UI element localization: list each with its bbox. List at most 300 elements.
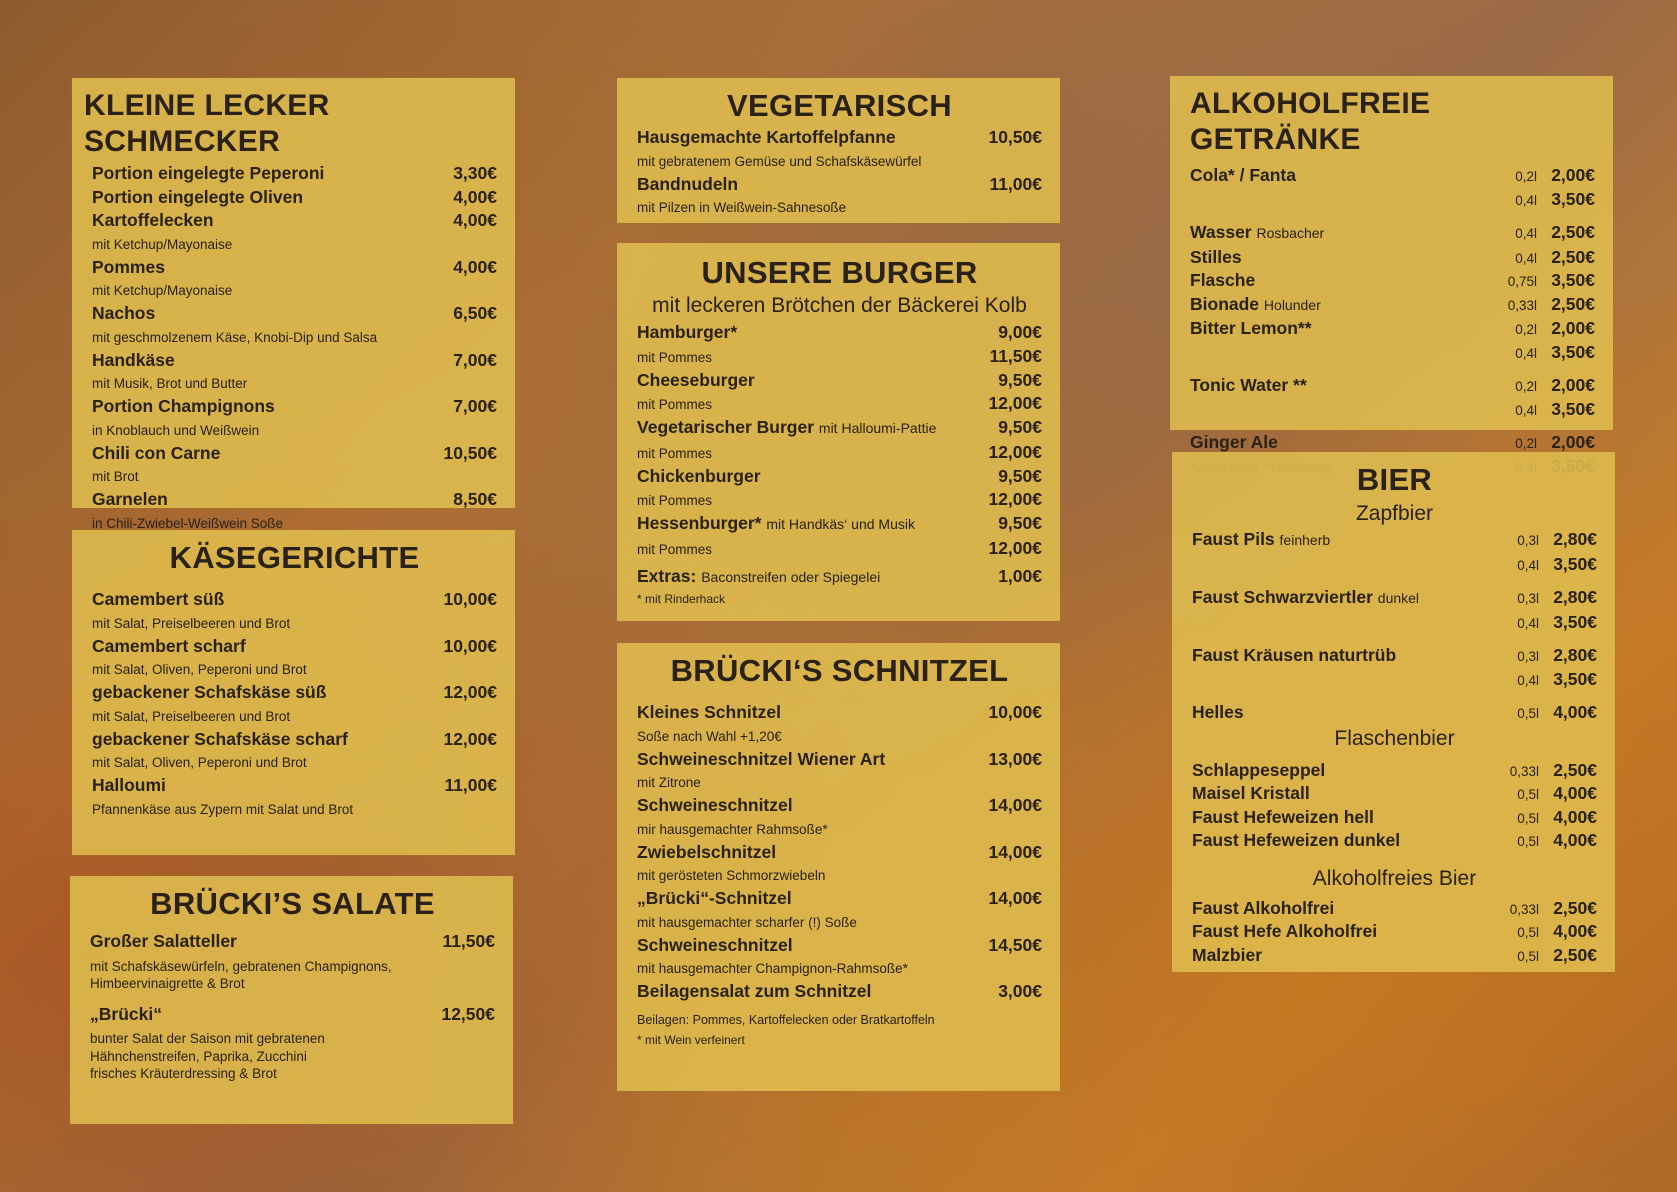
item-price: 4,00€ bbox=[453, 256, 497, 277]
zapfbier-items bbox=[1192, 528, 1597, 725]
menu-item bbox=[637, 841, 1042, 865]
drink-row bbox=[1192, 897, 1597, 921]
menu-item bbox=[92, 728, 497, 752]
item-description-line: mit Schafskäsewürfeln, gebratenen Champignons, bbox=[90, 958, 392, 974]
item-price: 10,00€ bbox=[443, 635, 497, 656]
extras-desc: Baconstreifen oder Spiegelei bbox=[701, 568, 881, 585]
drink-price: 2,00€ bbox=[1551, 165, 1595, 185]
section-title: UNSERE BURGER bbox=[701, 255, 978, 290]
burger-item bbox=[637, 369, 1042, 393]
drink-name: Flasche bbox=[1190, 270, 1256, 290]
drink-volume: 0,33l bbox=[1507, 297, 1537, 313]
item-price: 3,00€ bbox=[998, 981, 1042, 1001]
item-description-line: Himbeervinaigrette & Brot bbox=[90, 976, 245, 991]
drinks-items bbox=[1190, 164, 1595, 455]
drink-name-cell bbox=[1190, 221, 1483, 246]
drink-extra: dunkel bbox=[1377, 590, 1420, 606]
item-description: in Chili-Zwiebel-Weißwein Soße bbox=[92, 515, 284, 531]
drink-volume: 0,4l bbox=[1517, 672, 1539, 688]
drink-row bbox=[1190, 398, 1595, 422]
drink-name: Faust Kräusen naturtrüb bbox=[1192, 645, 1397, 665]
item-price: 14,00€ bbox=[988, 841, 1042, 862]
drink-name-cell bbox=[1190, 398, 1483, 422]
item-price: 10,50€ bbox=[443, 442, 497, 463]
drink-row bbox=[1190, 293, 1595, 318]
section-title: ALKOHOLFREIE GETRÄNKE bbox=[1190, 87, 1431, 156]
burger-name-cell bbox=[637, 321, 972, 345]
drink-name-cell bbox=[1192, 553, 1485, 577]
drink-price: 4,00€ bbox=[1553, 921, 1597, 941]
drink-name: Faust Pils bbox=[1192, 529, 1275, 549]
menu-item bbox=[92, 774, 497, 798]
menu-item bbox=[92, 681, 497, 705]
drink-price: 4,00€ bbox=[1553, 702, 1597, 722]
item-name: Großer Salatteller bbox=[90, 931, 237, 951]
kaese-items bbox=[92, 588, 497, 821]
drink-price: 3,50€ bbox=[1551, 398, 1595, 419]
item-price: 14,00€ bbox=[988, 795, 1042, 815]
drink-row bbox=[1190, 269, 1595, 293]
drink-price: 2,50€ bbox=[1551, 293, 1595, 314]
extras-row bbox=[637, 565, 1042, 590]
drink-row bbox=[1190, 317, 1595, 341]
menu-item bbox=[637, 173, 1042, 197]
burger-sub-price: 11,50€ bbox=[989, 345, 1042, 366]
burger-sub-price: 12,00€ bbox=[988, 441, 1042, 462]
burger-sub-label: mit Pommes bbox=[637, 349, 713, 365]
drink-volume: 0,4l bbox=[1517, 557, 1539, 573]
burger-sub-label: mit Pommes bbox=[637, 493, 713, 508]
drink-name: Wasser bbox=[1190, 222, 1252, 242]
drink-name-cell bbox=[1192, 644, 1485, 668]
burger-price: 9,00€ bbox=[998, 322, 1042, 342]
burger-name-cell bbox=[637, 465, 972, 489]
burger-item bbox=[637, 512, 1042, 537]
drink-name-cell bbox=[1190, 188, 1483, 212]
burger-items bbox=[637, 321, 1042, 561]
item-price: 11,50€ bbox=[442, 931, 495, 951]
menu-item bbox=[92, 256, 497, 280]
drink-price: 3,50€ bbox=[1551, 341, 1595, 362]
item-price: 7,00€ bbox=[453, 349, 497, 370]
burger-name-cell bbox=[637, 512, 972, 537]
burger-name: Chickenburger bbox=[637, 465, 761, 486]
menu-item bbox=[92, 488, 497, 512]
item-price: 10,00€ bbox=[988, 702, 1042, 722]
drink-name: Ginger Ale bbox=[1190, 432, 1278, 452]
item-name: Handkäse bbox=[92, 349, 175, 370]
item-description: mit hausgemachter scharfer (!) Soße bbox=[637, 914, 857, 930]
menu-item bbox=[92, 209, 497, 233]
drink-row bbox=[1192, 644, 1597, 668]
drink-volume: 0,2l bbox=[1515, 436, 1537, 451]
drink-row bbox=[1190, 341, 1595, 365]
drink-volume: 0,33l bbox=[1509, 901, 1539, 917]
burger-with-pommes bbox=[637, 345, 1042, 369]
item-price: 11,00€ bbox=[989, 173, 1042, 194]
drink-name-cell bbox=[1190, 246, 1483, 270]
item-description: mit geschmolzenem Käse, Knobi-Dip und Salsa bbox=[92, 329, 378, 345]
drink-volume: 0,5l bbox=[1517, 834, 1539, 849]
item-description: mit hausgemachter Champignon-Rahmsoße* bbox=[637, 961, 908, 976]
drink-name-cell bbox=[1192, 668, 1485, 692]
panel-kaesegerichte bbox=[72, 530, 515, 855]
burger-with-pommes bbox=[637, 441, 1042, 465]
drink-row bbox=[1190, 374, 1595, 398]
drink-volume: 0,5l bbox=[1517, 948, 1539, 964]
item-name: Halloumi bbox=[92, 775, 166, 795]
drink-row bbox=[1192, 553, 1597, 577]
burger-name: Cheeseburger bbox=[637, 369, 755, 390]
item-description-line: bunter Salat der Saison mit gebratenen bbox=[90, 1031, 325, 1046]
drink-row bbox=[1192, 759, 1597, 783]
drink-name-cell bbox=[1190, 269, 1483, 293]
drink-name-cell bbox=[1190, 317, 1483, 341]
item-description-line: frisches Kräuterdressing & Brot bbox=[90, 1066, 277, 1081]
drink-volume: 0,5l bbox=[1517, 810, 1539, 826]
item-price: 13,00€ bbox=[988, 748, 1042, 769]
panel-burger bbox=[617, 243, 1060, 621]
drink-name-cell bbox=[1192, 806, 1485, 830]
drink-name-cell bbox=[1190, 374, 1483, 398]
drink-name: Bitter Lemon** bbox=[1190, 318, 1312, 338]
drink-volume: 0,4l bbox=[1515, 402, 1537, 418]
item-name: Camembert süß bbox=[92, 589, 225, 609]
flaschenbier-items bbox=[1192, 759, 1597, 853]
item-price: 12,00€ bbox=[443, 682, 497, 702]
menu-item bbox=[637, 126, 1042, 150]
item-name: Schweineschnitzel bbox=[637, 795, 793, 815]
burger-name: Vegetarischer Burger bbox=[637, 417, 815, 437]
drink-name-cell bbox=[1192, 920, 1485, 944]
item-description-line: Hähnchenstreifen, Paprika, Zucchini bbox=[90, 1048, 307, 1064]
menu-item bbox=[92, 162, 497, 186]
burger-price: 9,50€ bbox=[998, 465, 1042, 486]
drink-name-cell bbox=[1192, 759, 1485, 783]
item-description: in Knoblauch und Weißwein bbox=[92, 422, 260, 438]
drink-price: 2,50€ bbox=[1553, 944, 1597, 965]
item-name: Hausgemachte Kartoffelpfanne bbox=[637, 127, 896, 147]
drink-row bbox=[1192, 829, 1597, 853]
section-title: KÄSEGERICHTE bbox=[169, 540, 420, 575]
burger-price: 9,50€ bbox=[998, 369, 1042, 390]
item-price: 10,00€ bbox=[443, 589, 497, 609]
drink-row bbox=[1192, 920, 1597, 944]
section-title: KLEINE LECKER SCHMECKER bbox=[84, 89, 330, 158]
burger-sub-label: mit Pommes bbox=[637, 397, 713, 412]
drink-name-cell bbox=[1190, 341, 1483, 365]
burger-name: Hessenburger* bbox=[637, 513, 762, 533]
item-name: Bandnudeln bbox=[637, 173, 739, 194]
panel-salate bbox=[70, 876, 513, 1124]
burger-name: Hamburger* bbox=[637, 322, 738, 342]
menu-item bbox=[92, 395, 497, 419]
extras-label: Extras: bbox=[637, 565, 697, 586]
flaschenbier-label: Flaschenbier bbox=[1334, 726, 1455, 750]
item-price: 12,50€ bbox=[441, 1003, 495, 1024]
drink-price: 2,80€ bbox=[1553, 529, 1597, 549]
burger-sub-label: mit Pommes bbox=[637, 445, 713, 461]
item-price: 7,00€ bbox=[453, 396, 497, 416]
beilagen-line bbox=[637, 1010, 1042, 1030]
drink-price: 3,50€ bbox=[1553, 553, 1597, 574]
spacer bbox=[1192, 691, 1597, 701]
item-name: Pommes bbox=[92, 256, 165, 277]
drink-name: Faust Hefeweizen hell bbox=[1192, 806, 1374, 827]
burger-sub-price: 12,00€ bbox=[988, 489, 1042, 509]
item-name: Garnelen bbox=[92, 489, 168, 509]
item-price: 3,30€ bbox=[453, 163, 497, 183]
drink-price: 2,50€ bbox=[1553, 759, 1597, 780]
salate-items bbox=[90, 930, 495, 1083]
menu-item bbox=[637, 748, 1042, 772]
drink-name: Cola* / Fanta bbox=[1190, 165, 1296, 185]
drink-price: 2,00€ bbox=[1551, 375, 1595, 395]
drink-volume: 0,4l bbox=[1517, 615, 1539, 631]
burger-with-pommes bbox=[637, 488, 1042, 512]
drink-row bbox=[1192, 668, 1597, 692]
drink-price: 4,00€ bbox=[1553, 783, 1597, 803]
item-price: 12,00€ bbox=[443, 728, 497, 749]
drink-name: Malzbier bbox=[1192, 944, 1263, 965]
extras-price: 1,00€ bbox=[998, 565, 1042, 586]
menu-item bbox=[92, 635, 497, 659]
drink-price: 3,50€ bbox=[1553, 668, 1597, 689]
burger-extra: mit Halloumi-Pattie bbox=[818, 420, 937, 436]
item-price: 11,00€ bbox=[444, 775, 497, 795]
burger-price: 9,50€ bbox=[998, 513, 1042, 533]
drink-row bbox=[1190, 246, 1595, 270]
drink-row bbox=[1192, 528, 1597, 553]
burger-with-pommes bbox=[637, 392, 1042, 416]
drink-name: Stilles bbox=[1190, 246, 1242, 267]
alkoholfreies-bier-label: Alkoholfreies Bier bbox=[1312, 866, 1477, 890]
schnitzel-items bbox=[637, 701, 1042, 1004]
drink-price: 2,80€ bbox=[1553, 645, 1597, 665]
drink-price: 2,50€ bbox=[1551, 222, 1595, 242]
item-description: mit Pilzen in Weißwein-Sahnesoße bbox=[637, 200, 847, 215]
zapfbier-label: Zapfbier bbox=[1355, 502, 1434, 525]
drink-extra: feinherb bbox=[1279, 532, 1331, 548]
menu-item bbox=[92, 442, 497, 466]
drink-row bbox=[1192, 806, 1597, 830]
drink-price: 3,50€ bbox=[1551, 270, 1595, 290]
menu-item bbox=[92, 588, 497, 612]
panel-alkoholfreie-getraenke bbox=[1170, 76, 1613, 452]
drink-price: 2,00€ bbox=[1551, 432, 1595, 452]
item-description: mit gerösteten Schmorzwiebeln bbox=[637, 868, 826, 883]
drink-volume: 0,4l bbox=[1515, 345, 1537, 361]
spacer bbox=[1190, 364, 1595, 374]
item-name: Schweineschnitzel bbox=[637, 934, 793, 955]
drink-row bbox=[1192, 944, 1597, 968]
section-title: BRÜCKI’S SALATE bbox=[150, 886, 435, 921]
drink-name-cell bbox=[1192, 829, 1485, 853]
item-description bbox=[90, 958, 495, 993]
drink-price: 2,00€ bbox=[1551, 318, 1595, 338]
item-description bbox=[90, 1030, 495, 1083]
drink-row bbox=[1192, 782, 1597, 806]
drink-volume: 0,75l bbox=[1507, 274, 1537, 289]
spacer bbox=[1192, 634, 1597, 644]
drink-name-cell bbox=[1192, 701, 1485, 725]
beilagen-desc: Pommes, Kartoffelecken oder Bratkartoffeln bbox=[692, 1012, 935, 1027]
drink-volume: 0,2l bbox=[1515, 379, 1537, 394]
drink-name-cell bbox=[1192, 528, 1485, 553]
item-name: Portion Champignons bbox=[92, 396, 275, 416]
spacer bbox=[1190, 211, 1595, 221]
item-description: mit Salat, Oliven, Peperoni und Brot bbox=[92, 662, 307, 677]
item-price: 8,50€ bbox=[453, 489, 497, 509]
item-name: Zwiebelschnitzel bbox=[637, 841, 777, 862]
vegetarisch-items bbox=[637, 126, 1042, 219]
burger-sub-label: mit Pommes bbox=[637, 541, 713, 557]
burger-extra: mit Handkäs‘ und Musik bbox=[766, 516, 915, 532]
drink-volume: 0,5l bbox=[1517, 925, 1539, 940]
drink-name: Schlappeseppel bbox=[1192, 759, 1326, 780]
item-description: mit Ketchup/Mayonaise bbox=[92, 236, 233, 252]
drink-name-cell bbox=[1190, 164, 1483, 188]
kleine-items bbox=[92, 162, 497, 535]
burger-item bbox=[637, 416, 1042, 441]
alkoholfreies-bier-items bbox=[1192, 897, 1597, 968]
drink-price: 4,00€ bbox=[1553, 830, 1597, 850]
item-description: mit Brot bbox=[92, 469, 139, 484]
item-name: gebackener Schafskäse scharf bbox=[92, 728, 348, 749]
drink-name: Faust Alkoholfrei bbox=[1192, 897, 1335, 918]
item-price: 14,50€ bbox=[988, 934, 1042, 955]
drink-price: 2,80€ bbox=[1553, 587, 1597, 607]
menu-item bbox=[637, 980, 1042, 1004]
item-name: Kartoffelecken bbox=[92, 210, 214, 230]
drink-row bbox=[1192, 586, 1597, 611]
item-description: Soße nach Wahl +1,20€ bbox=[637, 728, 782, 744]
item-name: „Brücki“ bbox=[90, 1003, 162, 1024]
item-name: Beilagensalat zum Schnitzel bbox=[637, 981, 872, 1001]
spacer bbox=[1192, 576, 1597, 586]
drink-price: 2,50€ bbox=[1551, 246, 1595, 267]
drink-row bbox=[1190, 221, 1595, 246]
panel-schnitzel bbox=[617, 643, 1060, 1091]
item-name: Nachos bbox=[92, 303, 156, 323]
burger-item bbox=[637, 321, 1042, 345]
menu-item bbox=[637, 794, 1042, 818]
item-description: mit Zitrone bbox=[637, 775, 701, 790]
item-name: Kleines Schnitzel bbox=[637, 702, 781, 722]
item-description: Pfannenkäse aus Zypern mit Salat und Brot bbox=[92, 801, 354, 817]
section-subtitle: mit leckeren Brötchen der Bäckerei Kolb bbox=[652, 294, 1027, 317]
drink-price: 2,50€ bbox=[1553, 897, 1597, 918]
drink-name-cell bbox=[1192, 782, 1485, 806]
item-price: 4,00€ bbox=[453, 210, 497, 230]
menu-item bbox=[637, 701, 1042, 725]
item-price: 10,50€ bbox=[988, 127, 1042, 147]
drink-volume: 0,2l bbox=[1515, 169, 1537, 184]
item-name: Portion eingelegte Oliven bbox=[92, 186, 304, 207]
drink-name-cell bbox=[1192, 586, 1485, 611]
drink-volume: 0,5l bbox=[1517, 706, 1539, 721]
drink-name-cell bbox=[1190, 293, 1483, 318]
item-name: Schweineschnitzel Wiener Art bbox=[637, 748, 886, 769]
drink-name-cell bbox=[1192, 944, 1485, 968]
drink-volume: 0,3l bbox=[1517, 649, 1539, 664]
drink-extra: Holunder bbox=[1263, 296, 1321, 313]
menu-item bbox=[92, 349, 497, 373]
spacer bbox=[1190, 421, 1595, 431]
drink-row bbox=[1192, 611, 1597, 635]
item-description: mir hausgemachter Rahmsoße* bbox=[637, 821, 828, 837]
drink-name: Faust Hefe Alkoholfrei bbox=[1192, 921, 1378, 941]
burger-with-pommes bbox=[637, 537, 1042, 561]
menu-item bbox=[637, 887, 1042, 911]
panel-vegetarisch bbox=[617, 78, 1060, 223]
item-description: mit Salat, Preiselbeeren und Brot bbox=[92, 615, 291, 631]
item-price: 14,00€ bbox=[988, 888, 1042, 908]
drink-row bbox=[1190, 164, 1595, 188]
drink-volume: 0,4l bbox=[1515, 192, 1537, 208]
item-description: mit Ketchup/Mayonaise bbox=[92, 283, 233, 298]
burger-note: * mit Rinderhack bbox=[637, 592, 726, 606]
drink-name: Bionade bbox=[1190, 293, 1260, 314]
burger-item bbox=[637, 465, 1042, 489]
drink-name: Faust Hefeweizen dunkel bbox=[1192, 830, 1401, 850]
schnitzel-note: * mit Wein verfeinert bbox=[637, 1032, 745, 1047]
drink-name: Tonic Water ** bbox=[1190, 375, 1307, 395]
drink-price: 4,00€ bbox=[1553, 806, 1597, 827]
section-title: BRÜCKI‘S SCHNITZEL bbox=[670, 653, 1009, 688]
drink-name-cell bbox=[1190, 431, 1483, 455]
section-title: BIER bbox=[1356, 462, 1433, 497]
item-price: 4,00€ bbox=[453, 186, 497, 207]
menu-item bbox=[90, 930, 495, 954]
item-description: mit gebratenem Gemüse und Schafskäsewürfel bbox=[637, 153, 922, 169]
drink-row bbox=[1190, 188, 1595, 212]
burger-sub-price: 12,00€ bbox=[988, 537, 1042, 558]
drink-volume: 0,4l bbox=[1515, 226, 1537, 241]
drink-name: Faust Schwarzviertler bbox=[1192, 587, 1373, 607]
drink-extra: Rosbacher bbox=[1256, 225, 1325, 241]
drink-volume: 0,5l bbox=[1517, 787, 1539, 802]
menu-item bbox=[92, 186, 497, 210]
drink-row bbox=[1190, 431, 1595, 455]
beilagen-label: Beilagen: bbox=[637, 1012, 690, 1027]
drink-name: Helles bbox=[1192, 702, 1244, 722]
item-name: gebackener Schafskäse süß bbox=[92, 682, 327, 702]
drink-volume: 0,3l bbox=[1517, 533, 1539, 548]
panel-bier bbox=[1172, 452, 1615, 972]
item-description: mit Salat, Preiselbeeren und Brot bbox=[92, 708, 291, 724]
drink-name-cell bbox=[1192, 897, 1485, 921]
item-name: Portion eingelegte Peperoni bbox=[92, 163, 325, 183]
item-description: mit Salat, Oliven, Peperoni und Brot bbox=[92, 755, 307, 770]
menu-item bbox=[637, 934, 1042, 958]
panel-kleine-lecker-schmecker bbox=[72, 78, 515, 531]
item-name: Chili con Carne bbox=[92, 442, 221, 463]
drink-price: 3,50€ bbox=[1551, 188, 1595, 209]
drink-row bbox=[1192, 701, 1597, 725]
drink-volume: 0,33l bbox=[1509, 763, 1539, 779]
burger-price: 9,50€ bbox=[998, 417, 1042, 437]
item-description: mit Musik, Brot und Butter bbox=[92, 376, 248, 391]
burger-sub-price: 12,00€ bbox=[988, 393, 1042, 413]
item-name: „Brücki“-Schnitzel bbox=[637, 888, 792, 908]
menu-item bbox=[92, 302, 497, 326]
drink-name-cell bbox=[1192, 611, 1485, 635]
drink-volume: 0,3l bbox=[1517, 591, 1539, 606]
item-price: 6,50€ bbox=[453, 303, 497, 323]
menu-item bbox=[90, 1003, 495, 1027]
burger-name-cell bbox=[637, 416, 972, 441]
